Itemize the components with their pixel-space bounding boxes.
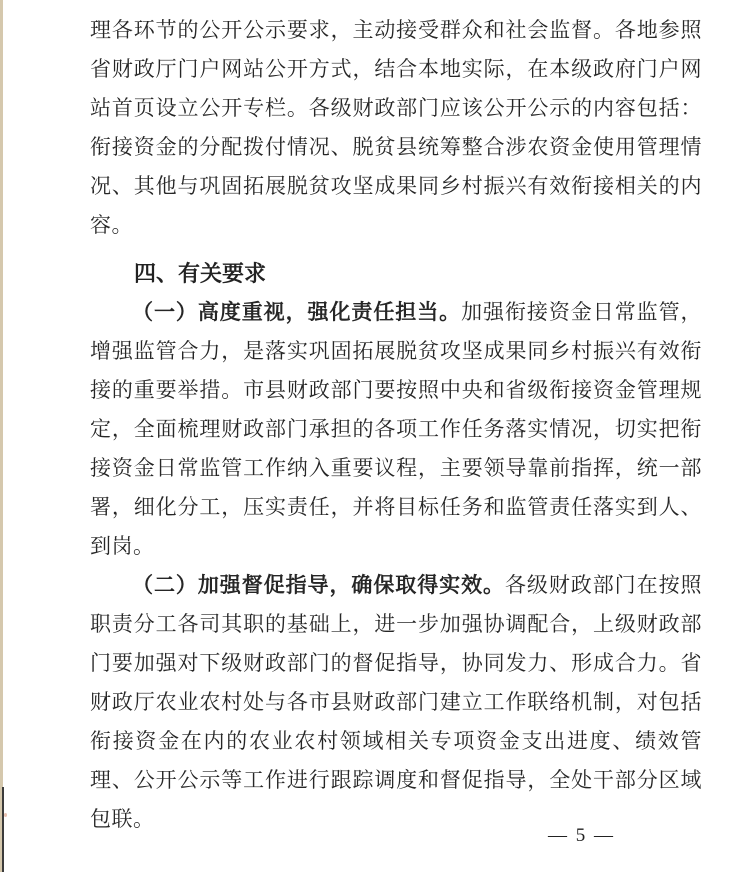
scan-artifact-dot <box>4 813 7 817</box>
scan-edge-line <box>2 787 4 872</box>
paragraph-continuation: 理各环节的公开公示要求，主动接受群众和社会监督。各地参照省财政厅门户网站公开方式，结合本地实际，在本级政府门户网站首页设立公开专栏。各级财政部门应该公开公示的内容包括：衔接资金的分配拨付情况、脱贫县统筹整合涉农资金使用管理情况、其他与巩固拓展脱贫攻坚成果同乡村振兴有效衔接相关的内容。 <box>90 18 702 237</box>
paragraph-item-2 <box>90 566 702 839</box>
paragraph-item-1 <box>90 293 702 566</box>
page-number: — 5 — <box>548 825 615 846</box>
paragraph-lead-bold: （一）高度重视，强化责任担当。 <box>132 300 462 324</box>
paragraph-lead-bold: （二）加强督促指导，确保取得实效。 <box>132 573 505 597</box>
paragraph-text: 加强衔接资金日常监管，增强监管合力，是落实巩固拓展脱贫攻坚成果同乡村振兴有效衔接的重要举措。市县财政部门要按照中央和省级衔接资金管理规定，全面梳理财政部门承担的各项工作任务落实情况，切实把衔接资金日常监管工作纳入重要议程，主要领导靠前指挥，统一部署，细化分工，压实责任，并将目标任务和监管责任落实到人、到岗。 <box>90 300 703 558</box>
document-body <box>90 11 702 839</box>
scan-edge-strip <box>0 0 3 872</box>
paragraph-text: 各级财政部门在按照职责分工各司其职的基础上，进一步加强协调配合，上级财政部门要加强对下级财政部门的督促指导，协同发力、形成合力。省财政厅农业农村处与各市县财政部门建立工作联络机制，对包括衔接资金在内的农业农村领域相关专项资金支出进度、绩效管理、公开公示等工作进行跟踪调度和督促指导，全处干部分区域包联。 <box>90 573 703 831</box>
section-heading: 四、有关要求 <box>134 261 267 286</box>
